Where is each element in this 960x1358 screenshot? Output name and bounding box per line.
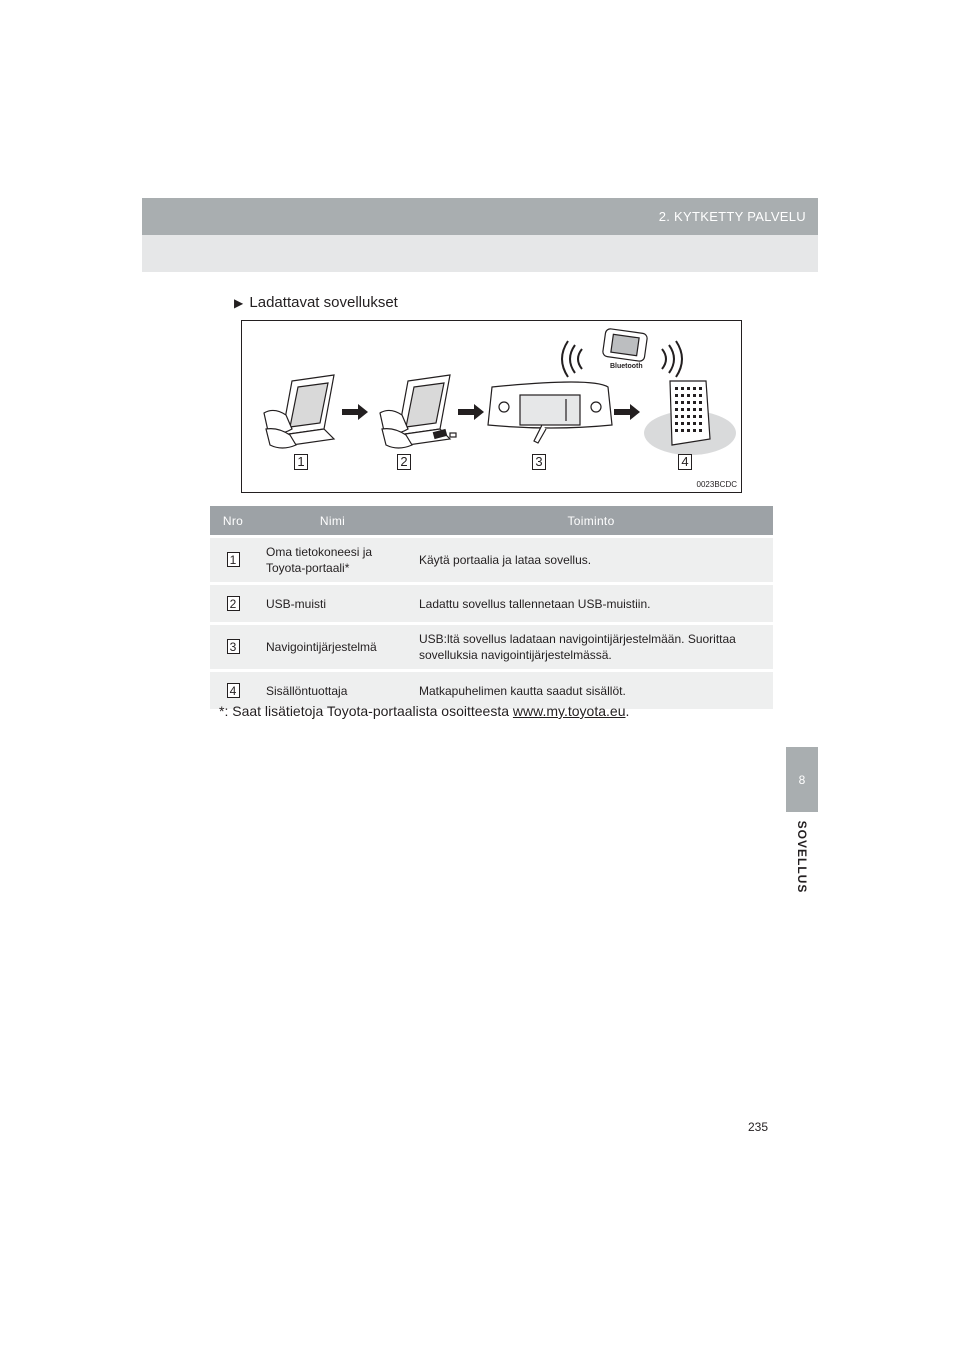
figure-number-1: 1 bbox=[294, 454, 308, 470]
row-function-cell: USB:ltä sovellus ladataan navigointijärjestelmään. Suorittaa sovelluksia navigointijärjestelmässä. bbox=[409, 625, 773, 669]
row-number: 4 bbox=[227, 683, 240, 698]
side-chapter-tab bbox=[786, 747, 818, 812]
footnote-text: *: Saat lisätietoja Toyota-portaalista osoitteesta bbox=[219, 703, 513, 719]
process-illustration bbox=[242, 321, 743, 494]
table-row bbox=[210, 538, 773, 582]
row-number: 2 bbox=[227, 596, 240, 611]
arrow-icon bbox=[342, 404, 368, 420]
figure-number-3: 3 bbox=[532, 454, 546, 470]
footnote bbox=[219, 703, 629, 719]
row-function-cell: Käytä portaalia ja lataa sovellus. bbox=[409, 538, 773, 582]
table-row bbox=[210, 585, 773, 622]
arrow-icon bbox=[614, 404, 640, 420]
section-heading-text: Ladattavat sovellukset bbox=[249, 294, 398, 311]
column-header-toiminto: Toiminto bbox=[409, 506, 773, 535]
row-number: 1 bbox=[227, 552, 240, 567]
footnote-end: . bbox=[625, 703, 630, 719]
row-name-cell: Oma tietokoneesi ja Toyota-portaali* bbox=[256, 538, 409, 582]
side-chapter-label: SOVELLUS bbox=[795, 820, 809, 894]
building-icon bbox=[644, 381, 736, 455]
side-tab-number: 8 bbox=[798, 773, 806, 787]
header-subbar bbox=[142, 235, 818, 272]
page-number: 235 bbox=[748, 1120, 769, 1134]
figure-number-4: 4 bbox=[678, 454, 692, 470]
navigation-unit-icon bbox=[488, 382, 612, 443]
illustration-figure bbox=[241, 320, 742, 493]
phone-icon bbox=[602, 328, 647, 362]
row-number-cell bbox=[210, 625, 256, 669]
chapter-header-bar bbox=[142, 198, 818, 235]
bluetooth-label: Bluetooth bbox=[610, 363, 643, 370]
row-name-cell: Sisällöntuottaja bbox=[256, 672, 409, 709]
column-header-nimi: Nimi bbox=[256, 506, 409, 535]
figure-number-2: 2 bbox=[397, 454, 411, 470]
row-number: 3 bbox=[227, 639, 240, 654]
row-function-cell: Ladattu sovellus tallennetaan USB-muistiin. bbox=[409, 585, 773, 622]
row-name-cell: Navigointijärjestelmä bbox=[256, 625, 409, 669]
website-link[interactable]: www.my.toyota.eu bbox=[512, 703, 626, 719]
chapter-title: 2. KYTKETTY PALVELU bbox=[658, 209, 806, 224]
table-row bbox=[210, 625, 773, 669]
figure-code: 0023BCDC bbox=[696, 480, 737, 489]
laptop-usb-icon bbox=[380, 375, 456, 448]
row-function-cell: Matkapuhelimen kautta saadut sisällöt. bbox=[409, 672, 773, 709]
arrow-icon bbox=[458, 404, 484, 420]
section-heading bbox=[234, 294, 398, 311]
column-header-nro: Nro bbox=[210, 506, 256, 535]
laptop-icon bbox=[264, 375, 334, 448]
table-header-row bbox=[210, 506, 773, 535]
info-table bbox=[210, 503, 773, 712]
row-number-cell bbox=[210, 538, 256, 582]
row-name-cell: USB-muisti bbox=[256, 585, 409, 622]
triangle-marker-icon: ▶ bbox=[234, 296, 244, 310]
row-number-cell bbox=[210, 585, 256, 622]
